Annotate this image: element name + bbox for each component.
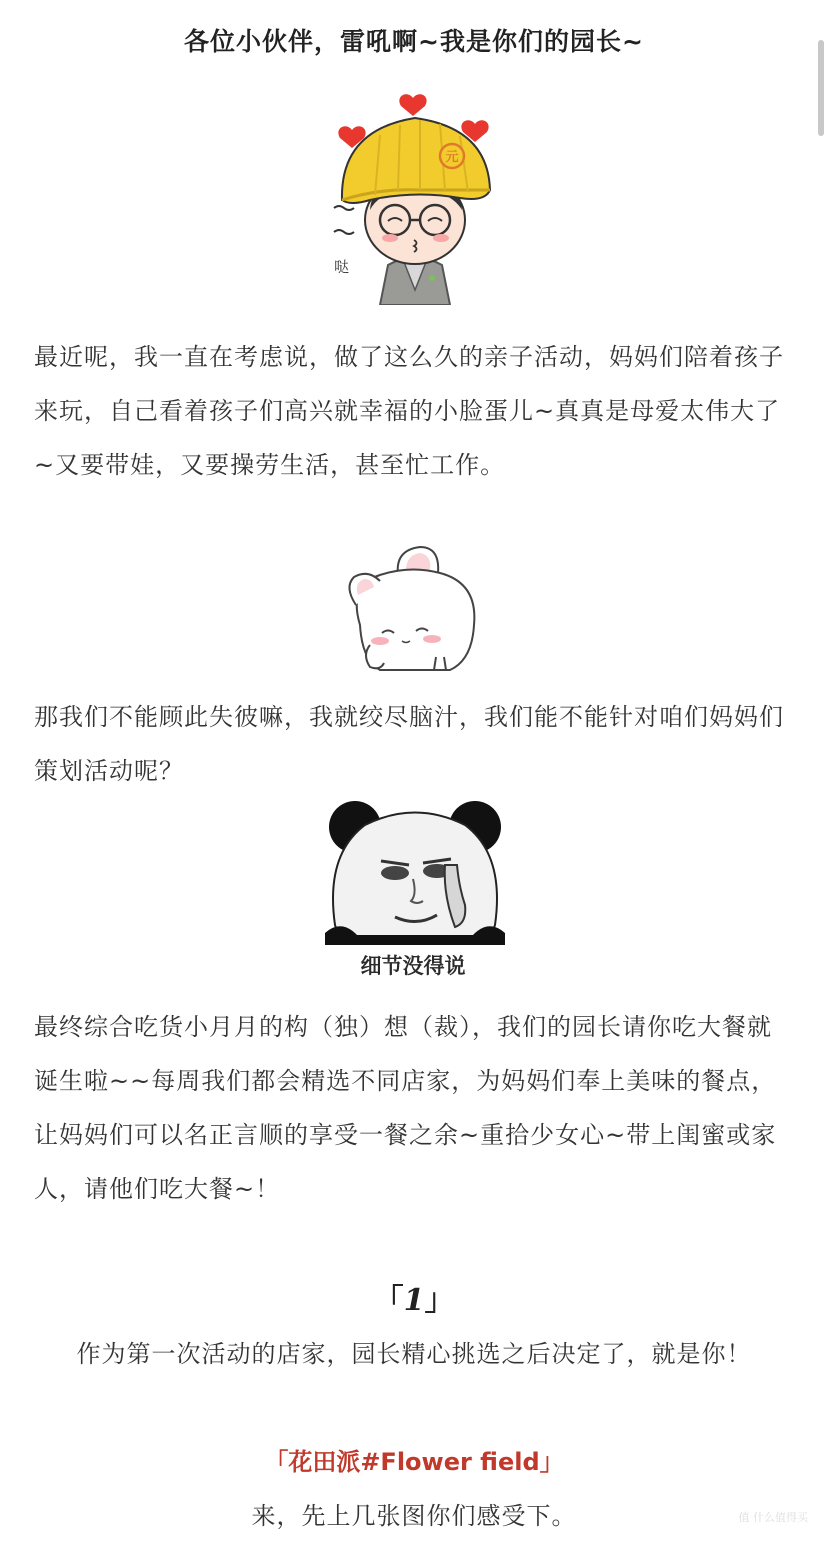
hat-badge-text: 元 <box>445 150 459 165</box>
watermark-logo: 值 什么值得买 <box>738 1511 808 1524</box>
shop-name: 「花田派#Flower field」 <box>264 1448 564 1476</box>
boy-with-hat-sticker <box>320 90 510 305</box>
svg-text:哒: 哒 <box>334 258 350 276</box>
paragraph-announcement: 最终综合吃货小月月的构（独）想（裁），我们的园长请你吃大餐就诞生啦~~每周我们都会精选不同店家，为妈妈们奉上美味的餐点，让妈妈们可以名正言顺的享受一餐之余~重拾少女心~带上闺蜜或家人，请他们吃大餐~！ <box>34 1013 777 1203</box>
bunny-sticker <box>340 545 485 675</box>
panda-meme-sticker <box>325 795 505 985</box>
section-intro: 作为第一次活动的店家，园长精心挑选之后决定了，就是你！ <box>76 1340 752 1368</box>
paragraph-plan: 那我们不能顾此失彼嘛，我就绞尽脑汁，我们能不能针对咱们妈妈们策划活动呢？ <box>34 703 784 785</box>
panda-caption: 细节没得说 <box>360 954 466 978</box>
section-number: 「1」 <box>373 1283 455 1318</box>
paragraph-intro: 最近呢，我一直在考虑说，做了这么久的亲子活动，妈妈们陪着孩子来玩，自己看着孩子们高兴就幸福的小脸蛋儿~真真是母爱太伟大了~又要带娃，又要操劳生活，甚至忙工作。 <box>34 343 784 479</box>
section-outro: 来，先上几张图你们感受下。 <box>251 1502 577 1530</box>
article-title: 各位小伙伴，雷吼啊~我是你们的园长~ <box>184 27 644 56</box>
